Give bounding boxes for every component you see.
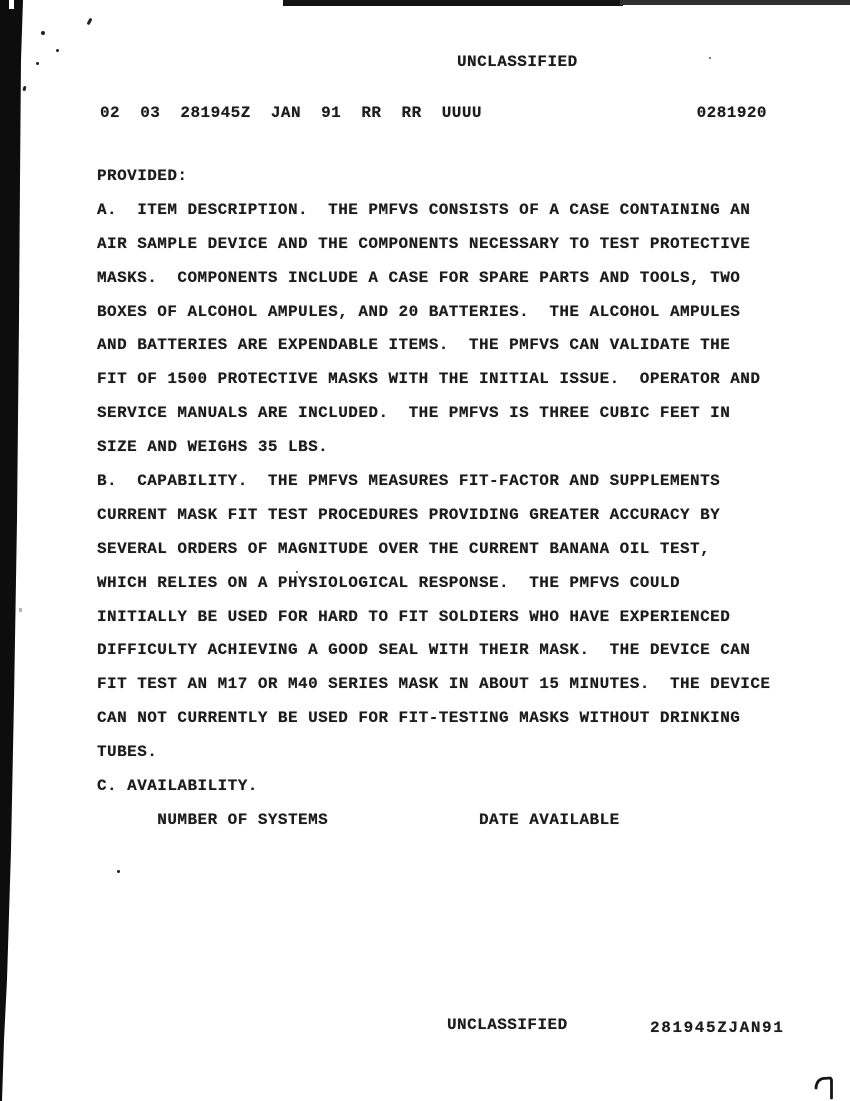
body-line: TUBES. (97, 743, 158, 762)
body-line: B. CAPABILITY. THE PMFVS MEASURES FIT-FACTOR AND SUPPLEMENTS (97, 472, 721, 491)
ink-speck (709, 57, 711, 59)
left-scan-bar-shape (0, 0, 23, 1101)
body-line: C. AVAILABILITY. (97, 777, 258, 796)
ink-speck (87, 18, 93, 26)
ink-speck (36, 62, 39, 65)
body-line: AND BATTERIES ARE EXPENDABLE ITEMS. THE PMFVS CAN VALIDATE THE (97, 336, 731, 355)
body-line: A. ITEM DESCRIPTION. THE PMFVS CONSISTS OF A CASE CONTAINING AN (97, 200, 751, 219)
top-scan-strip-dark (283, 0, 623, 6)
handwritten-bracket-mark (816, 1078, 832, 1098)
body-line: BOXES OF ALCOHOL AMPULES, AND 20 BATTERIES. THE ALCOHOL AMPULES (97, 302, 741, 321)
classification-banner-top: UNCLASSIFIED (457, 53, 578, 71)
footer-date-time-group: 281945ZJAN91 (650, 1019, 785, 1037)
left-bar-white-notch (9, 0, 14, 9)
ink-speck (56, 49, 59, 52)
body-line: PROVIDED: (97, 167, 188, 185)
message-header-dtg-line: 02 03 281945Z JAN 91 RR RR UUUU (100, 104, 482, 122)
body-line: MASKS. COMPONENTS INCLUDE A CASE FOR SPARE PARTS AND TOOLS, TWO (97, 268, 741, 287)
body-line: AIR SAMPLE DEVICE AND THE COMPONENTS NECESSARY TO TEST PROTECTIVE (97, 234, 751, 253)
body-line: WHICH RELIES ON A PHYSIOLOGICAL RESPONSE. THE PMFVS COULD (97, 573, 680, 592)
body-line: SIZE AND WEIGHS 35 LBS. (97, 438, 329, 457)
ink-speck (117, 870, 120, 873)
ink-speck (41, 31, 45, 35)
body-line: FIT OF 1500 PROTECTIVE MASKS WITH THE INITIAL ISSUE. OPERATOR AND (97, 370, 761, 389)
body-line: DIFFICULTY ACHIEVING A GOOD SEAL WITH THEIR MASK. THE DEVICE CAN (97, 641, 751, 660)
body-line: SERVICE MANUALS ARE INCLUDED. THE PMFVS IS THREE CUBIC FEET IN (97, 404, 731, 423)
document-body (97, 160, 770, 838)
message-header-row (100, 104, 767, 122)
left-margin-smudge (19, 608, 22, 612)
body-line: CAN NOT CURRENTLY BE USED FOR FIT-TESTING MASKS WITHOUT DRINKING (97, 709, 741, 728)
body-line: CURRENT MASK FIT TEST PROCEDURES PROVIDING GREATER ACCURACY BY (97, 505, 721, 524)
ink-speck (22, 86, 26, 92)
classification-banner-bottom: UNCLASSIFIED (447, 1016, 568, 1034)
body-line: FIT TEST AN M17 OR M40 SERIES MASK IN ABOUT 15 MINUTES. THE DEVICE (97, 675, 771, 694)
body-line: NUMBER OF SYSTEMS DATE AVAILABLE (97, 810, 620, 829)
body-line: SEVERAL ORDERS OF MAGNITUDE OVER THE CURRENT BANANA OIL TEST, (97, 539, 711, 558)
top-scan-strip-gray (620, 0, 850, 5)
message-header-serial: 0281920 (696, 104, 767, 122)
body-line: INITIALLY BE USED FOR HARD TO FIT SOLDIERS WHO HAVE EXPERIENCED (97, 607, 731, 626)
